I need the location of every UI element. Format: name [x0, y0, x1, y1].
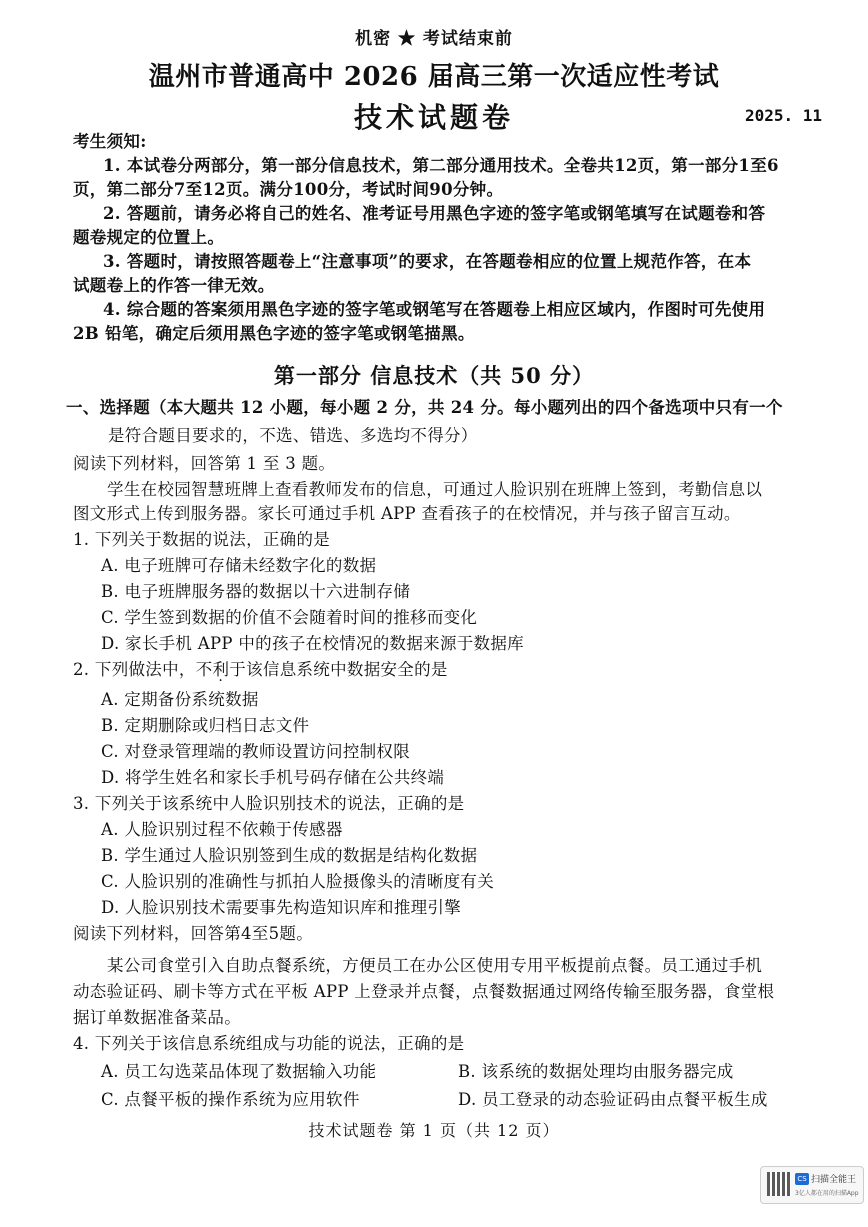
notice-line: 4. 综合题的答案须用黑色字迹的签字笔或钢笔写在答题卷上相应区域内，作图时可先使用: [103, 300, 766, 319]
option: C. 点餐平板的操作系统为应用软件: [101, 1090, 360, 1109]
reading-prompt: 阅读下列材料，回答第4至5题。: [73, 924, 313, 943]
option: C. 人脸识别的准确性与抓拍人脸摄像头的清晰度有关: [101, 872, 495, 891]
option: A. 定期备份系统数据: [101, 690, 259, 709]
option: D. 人脸识别技术需要事先构造知识库和推理引擎: [101, 898, 462, 917]
notice-line: 试题卷上的作答一律无效。: [73, 276, 275, 295]
question-2-suffix: 该信息系统中数据安全的是: [246, 660, 448, 679]
confidential-label: 机密 ★ 考试结束前: [355, 29, 513, 49]
qr-code-icon: [767, 1172, 791, 1196]
reading-prompt: 阅读下列材料，回答第 1 至 3 题。: [73, 454, 336, 473]
part1-title: 第一部分 信息技术（共 50 分）: [273, 363, 595, 388]
option: A. 人脸识别过程不依赖于传感器: [101, 820, 343, 839]
notice-line: 题卷规定的位置上。: [73, 228, 225, 247]
option: C. 学生签到数据的价值不会随着时间的推移而变化: [101, 608, 478, 627]
cs-logo-icon: CS: [795, 1173, 809, 1185]
option: D. 家长手机 APP 中的孩子在校情况的数据来源于数据库: [101, 634, 524, 653]
question-2: [73, 658, 448, 682]
question-4: 4. 下列关于该信息系统组成与功能的说法，正确的是: [73, 1034, 465, 1053]
paper-subtitle: 技术试题卷: [353, 101, 514, 134]
emphasis-text: 不利于: [195, 660, 247, 679]
option: A. 员工勾选菜品体现了数据输入功能: [101, 1062, 377, 1081]
notice-line: 页，第二部分7至12页。满分100分，考试时间90分钟。: [73, 180, 504, 199]
material-text: 据订单数据准备菜品。: [73, 1008, 241, 1027]
notice-line: 2B 铅笔，确定后须用黑色字迹的签字笔或钢笔描黑。: [73, 324, 475, 343]
option: B. 该系统的数据处理均由服务器完成: [458, 1062, 734, 1081]
option: C. 对登录管理端的教师设置访问控制权限: [101, 742, 411, 761]
question-3: 3. 下列关于该系统中人脸识别技术的说法，正确的是: [73, 794, 465, 813]
option: D. 将学生姓名和家长手机号码存储在公共终端: [101, 768, 445, 787]
question-1: 1. 下列关于数据的说法，正确的是: [73, 530, 331, 549]
scanner-app-slogan: 3亿人都在用的扫描App: [795, 1190, 859, 1197]
material-text: 某公司食堂引入自助点餐系统，方便员工在办公区使用专用平板提前点餐。员工通过手机: [107, 956, 763, 975]
material-text: 动态验证码、刷卡等方式在平板 APP 上登录并点餐，点餐数据通过网络传输至服务器，食堂根: [73, 982, 775, 1001]
notice-line: 3. 答题时，请按照答题卷上“注意事项”的要求，在答题卷相应的位置上规范作答，在本: [103, 252, 752, 271]
option: B. 定期删除或归档日志文件: [101, 716, 310, 735]
material-text: 学生在校园智慧班牌上查看教师发布的信息，可通过人脸识别在班牌上签到，考勤信息以: [107, 480, 763, 499]
notice-line: 1. 本试卷分两部分，第一部分信息技术，第二部分通用技术。全卷共12页，第一部分1至6: [103, 156, 779, 175]
exam-date: 2025. 11: [745, 106, 823, 125]
question-2-prefix: 2. 下列做法中，: [73, 660, 196, 679]
option: D. 员工登录的动态验证码由点餐平板生成: [458, 1090, 768, 1109]
section-heading: 一、选择题（本大题共 12 小题，每小题 2 分，共 24 分。每小题列出的四个备选项中只有一个: [66, 398, 783, 417]
option: B. 电子班牌服务器的数据以十六进制存储: [101, 582, 411, 601]
page-footer: 技术试题卷 第 1 页（共 12 页）: [308, 1121, 560, 1140]
scanner-app-name: 扫描全能王: [811, 1175, 857, 1185]
notice-heading: 考生须知:: [73, 132, 147, 151]
section-heading-cont: 是符合题目要求的，不选、错选、多选均不得分）: [108, 426, 478, 445]
scanner-watermark: [760, 1166, 864, 1204]
option: A. 电子班牌可存储未经数字化的数据: [101, 556, 377, 575]
material-text: 图文形式上传到服务器。家长可通过手机 APP 查看孩子的在校情况，并与孩子留言互动。: [73, 504, 741, 523]
notice-line: 2. 答题前，请务必将自己的姓名、准考证号用黑色字迹的签字笔或钢笔填写在试题卷和答: [103, 204, 766, 223]
option: B. 学生通过人脸识别签到生成的数据是结构化数据: [101, 846, 478, 865]
exam-title: 温州市普通高中 2026 届高三第一次适应性考试: [148, 62, 720, 92]
